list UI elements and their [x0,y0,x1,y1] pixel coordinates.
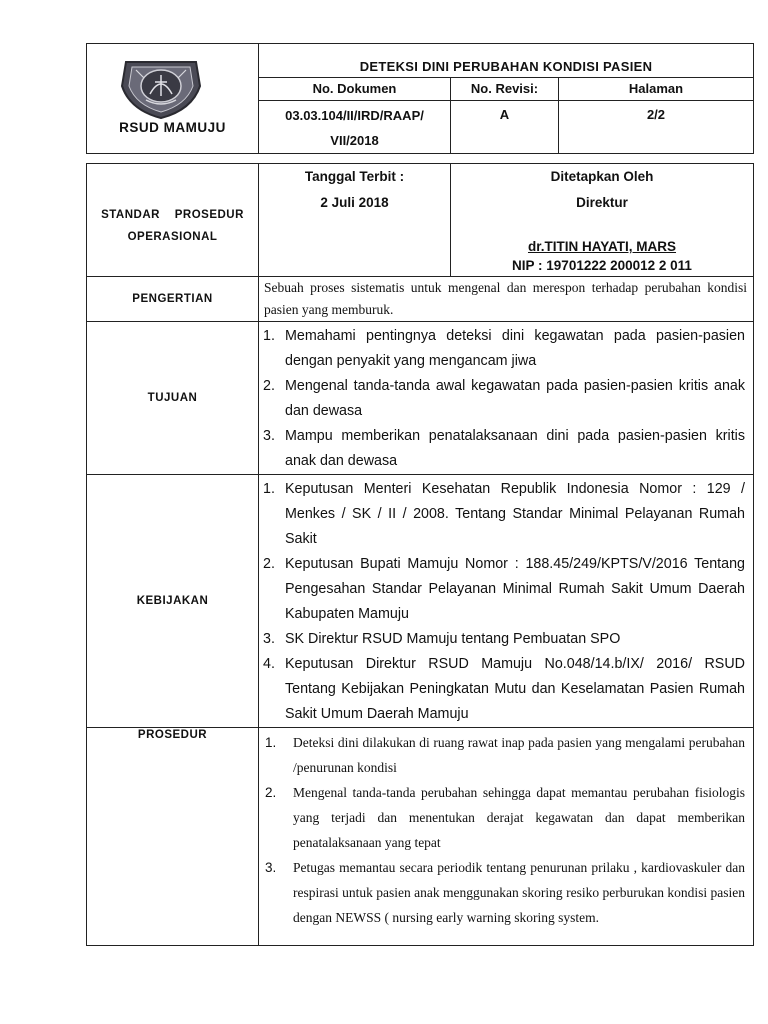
logo-cell [87,44,259,154]
list-item-text: SK Direktur RSUD Mamuju tentang Pembuatan SPO [285,631,621,647]
kebijakan-cell [259,475,754,728]
tujuan-list [259,324,753,474]
list-item [259,627,753,652]
prosedur-list [259,730,753,930]
sop-label-line1: STANDAR PROSEDUR [101,209,244,221]
list-item [259,855,753,930]
list-item [259,730,753,780]
doc-no-line2: VII/2018 [330,133,379,148]
prosedur-label: PROSEDUR [87,728,259,946]
list-item-text: Keputusan Menteri Kesehatan Republik Indonesia Nomor : 129 / Menkes / SK / II / 2008. Tentang Standar Minimal Pelayanan Rumah Sakit [285,481,745,547]
page-label: Halaman [559,78,754,101]
signer-nip: NIP : 19701222 200012 2 011 [512,258,692,273]
sop-title: DETEKSI DINI PERUBAHAN KONDISI PASIEN [259,44,754,78]
kebijakan-label: KEBIJAKAN [87,475,259,728]
issue-date-value: 2 Juli 2018 [320,195,389,210]
list-item [259,477,753,552]
prosedur-cell [259,728,754,946]
tujuan-cell [259,322,754,475]
list-item-number: 1. [265,735,277,750]
signer-name: dr.TITIN HAYATI, MARS [527,239,677,254]
list-item-number: 3. [265,860,277,875]
page-value: 2/2 [559,101,754,154]
list-item [259,780,753,855]
list-item-number: 3. [263,631,275,647]
list-item-number: 3. [263,428,275,444]
sop-content-table [86,163,754,946]
kebijakan-list [259,477,753,727]
list-item [259,424,753,474]
list-item-number: 2. [265,785,277,800]
list-item [259,552,753,627]
list-item-text: Keputusan Bupati Mamuju Nomor : 188.45/249/KPTS/V/2016 Tentang Pengesahan Standar Pelayanan Minimal Rumah Sakit Umum Daerah Kabupaten Mamuju [285,556,745,622]
list-item-text: Petugas memantau secara periodik tentang penurunan prilaku , kardiovaskuler dan respirasi untuk pasien anak menggunakan skoring resiko perburukan kondisi pasien dengan NEWSS ( nursing early warning skoring system. [293,860,745,925]
list-item-number: 4. [263,656,275,672]
list-item [259,374,753,424]
list-item-text: Keputusan Direktur RSUD Mamuju No.048/14.b/IX/ 2016/ RSUD Tentang Kebijakan Peningkatan Mutu dan Keselamatan Pasien Rumah Sakit Umum Daerah Mamuju [285,656,745,722]
sop-label-line2: OPERASIONAL [127,231,218,243]
list-item-text: Mengenal tanda-tanda awal kegawatan pada pasien-pasien kritis anak dan dewasa [285,378,745,419]
approval-cell [451,164,754,277]
sop-label-cell [87,164,259,277]
list-item-text: Mampu memberikan penatalaksanaan dini pada pasien-pasien kritis anak dan dewasa [285,428,745,469]
list-item-text: Mengenal tanda-tanda perubahan sehingga dapat memantau perubahan fisiologis yang terjadi dan menentukan derajat kegawatan dan dapat memberikan penatalaksanaan yang tepat [293,785,745,850]
doc-no-value [259,101,451,154]
issue-date-cell [259,164,451,277]
pengertian-label: PENGERTIAN [87,277,259,322]
hospital-name: RSUD MAMUJU [119,120,226,135]
list-item-text: Deteksi dini dilakukan di ruang rawat inap pada pasien yang mengalami perubahan /penurunan kondisi [293,735,745,775]
list-item [259,324,753,374]
list-item-number: 1. [263,328,275,344]
approval-label: Ditetapkan Oleh [550,169,654,184]
doc-no-line1: 03.03.104/II/IRD/RAAP/ [285,108,424,123]
list-item-number: 2. [263,556,275,572]
approval-role: Direktur [576,195,628,210]
pengertian-text: Sebuah proses sistematis untuk mengenal dan merespon terhadap perubahan kondisi pasien yang memburuk. [259,277,754,322]
revision-label: No. Revisi: [451,78,559,101]
list-item-number: 1. [263,481,275,497]
regency-emblem-icon [120,56,202,120]
issue-date-label: Tanggal Terbit : [304,169,405,184]
document-header [86,43,754,154]
tujuan-label: TUJUAN [87,322,259,475]
revision-value: A [451,101,559,154]
list-item-text: Memahami pentingnya deteksi dini kegawatan pada pasien-pasien dengan penyakit yang mengancam jiwa [285,328,745,369]
list-item-number: 2. [263,378,275,394]
list-item [259,652,753,727]
doc-no-label: No. Dokumen [259,78,451,101]
